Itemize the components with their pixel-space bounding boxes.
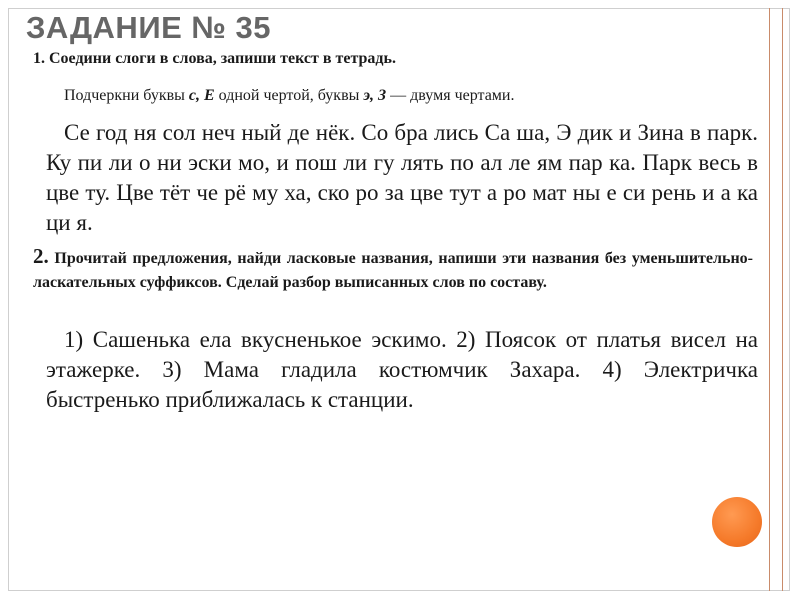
sentences-block	[46, 325, 758, 415]
double-underline-letters: э, З	[363, 87, 387, 104]
syllable-text-block	[46, 118, 758, 238]
sub-suffix: — двумя чертами.	[386, 87, 515, 104]
syllable-text: Се год ня сол неч ный де нёк. Со бра лись Са ша, Э дик и Зина в парк. Ку пи ли о ни эски мо, и пош ли гу лять по ал ле ям пар ка. Парк весь в цве ту. Цве тёт че рё му ха, ско ро за цве тут а ро мат ны е си рень и а ка ци я.	[46, 120, 758, 235]
single-underline-letters: с, Е	[188, 87, 215, 104]
task-2-text: Прочитай предложения, найди ласковые названия, напиши эти названия без уменьшительно-ласкательных суффиксов. Сделай разбор выписанных слов по составу.	[33, 250, 754, 291]
task-1-subinstruction	[64, 87, 515, 105]
decorative-right-stripe	[769, 8, 783, 591]
task-1-text: . Соедини слоги в слова, запиши текст в тетрадь.	[41, 50, 396, 67]
task-1-number: 1	[33, 50, 41, 67]
sentences-text: 1) Сашенька ела вкусненькое эскимо. 2) Поясок от платья висел на этажерке. 3) Мама гладила костюмчик Захара. 4) Электричка быстренько приближалась к станции.	[46, 327, 758, 412]
page-title: ЗАДАНИЕ № 35	[26, 10, 272, 45]
sub-middle: одной чертой, буквы	[214, 87, 364, 104]
task-2-instruction	[33, 244, 753, 295]
task-2-number: 2.	[33, 244, 49, 268]
task-1-instruction	[33, 50, 396, 68]
orange-circle-decoration	[712, 497, 762, 547]
sub-prefix: Подчеркни буквы	[64, 87, 189, 104]
